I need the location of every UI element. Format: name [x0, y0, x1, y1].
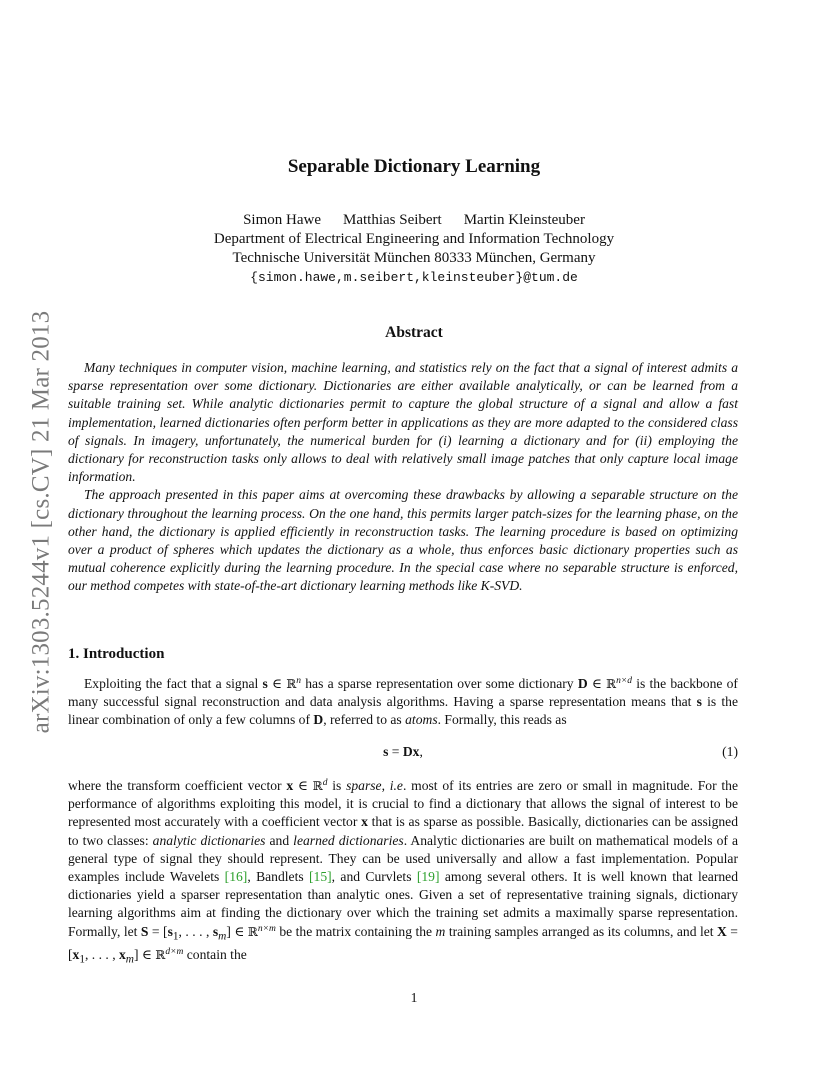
- author-email: {simon.hawe,m.seibert,kleinsteuber}@tum.de: [250, 270, 578, 285]
- author-name: Matthias Seibert: [342, 212, 442, 228]
- page-number: 1: [410, 990, 418, 1005]
- author-department: Department of Electrical Engineering and Information Technology: [213, 231, 615, 247]
- paper-title: Separable Dictionary Learning: [287, 156, 541, 177]
- author-name: Martin Kleinsteuber: [463, 212, 585, 228]
- arxiv-stamp-text: arXiv:1303.5244v1 [cs.CV] 21 Mar 2013: [27, 310, 54, 734]
- equation-number: (1): [722, 744, 738, 759]
- author-institution: Technische Universität München 80333 München, Germany: [232, 250, 596, 266]
- abstract-body: [68, 359, 738, 596]
- citation-link[interactable]: [19]: [416, 869, 440, 885]
- citation-link[interactable]: [15]: [309, 869, 332, 885]
- author-block: [0, 211, 828, 287]
- abstract-paragraph: The approach presented in this paper aims at overcoming these drawbacks by allowing a separable structure on the dictionary throughout the learning process. On the one hand, this permits larger patch-sizes for the learning phase, on the other hand, the dictionary is applied efficiently in reconstruction tasks. The learning procedure is based on optimizing over a product of spheres which updates the dictionary as a whole, thus enforces basic dictionary properties such as mutual coherence explicitly during the learning procedure. In the special case where no separable structure is enforced, our method competes with state-of-the-art dictionary learning methods like K-SVD.: [68, 487, 738, 594]
- intro-paragraph-2: where the transform coefficient vector x ∈ ℝ$^d$ is sparse, i.e. most of its entries are zero or small in magnitude. For the performance of algorithms exploiting this model, it is crucial to find a dictionary that allows the signal of interest to be represented most accurately with a coefficient vector x that is as sparse as possible. Basically, dictionaries can be assigned to two classes: analytic dictionaries and learned dictionaries. Analytic dictionaries are built on mathematical models of a general type of signal they should represent. They can be used universally and allow a fast implementation. Popular examples include Wavelets [16], Bandlets [15], and Curvlets [19] among several others. It is well known that learned dictionaries yield a sparser representation than analytic ones. Given a set of representative training signals, dictionary learning algorithms aim at finding the dictionary over which the training set admits a maximally sparse representation. Formally, let $S = [s_1$, . . . , $s_m$] ∈ ℝ$^{n\times m}$ be the matrix containing the m training samples arranged as its columns, and let $X = [x_1$, . . . , $x_m$] ∈ ℝ$^{d\times m}$ contain the: [68, 778, 739, 966]
- equation-body: s = Dx,: [383, 744, 423, 759]
- arxiv-stamp: [20, 288, 62, 756]
- section-heading: 1. Introduction: [68, 646, 165, 662]
- author-name: Simon Hawe: [243, 212, 321, 228]
- author-names: [0, 211, 828, 230]
- equation-1: [68, 744, 738, 764]
- abstract-paragraph: Many techniques in computer vision, machine learning, and statistics rely on the fact that a signal of interest admits a sparse representation over some dictionary. Dictionaries are either available analytically, or can be learned from a suitable training set. While analytic dictionaries permit to capture the global structure of a signal and allow a fast implementation, learned dictionaries often perform better in applications as they are more adapted to the considered class of signals. In imagery, unfortunately, the numerical burden for (i) learning a dictionary and for (ii) employing the dictionary for reconstruction tasks only allows to deal with relatively small image patches that only capture local image information.: [68, 360, 738, 485]
- intro-paragraph-1: Exploiting the fact that a signal s ∈ ℝ$^n$ has a sparse representation over some dictionary D ∈ ℝ$^{n\times d}$ is the backbone of many successful signal reconstruction and data analysis algorithms. Having a sparse representation means that s is the linear combination of only a few columns of D, referred to as atoms. Formally, this reads as: [68, 676, 738, 728]
- abstract-heading: Abstract: [385, 324, 443, 341]
- citation-link[interactable]: [16]: [224, 869, 248, 885]
